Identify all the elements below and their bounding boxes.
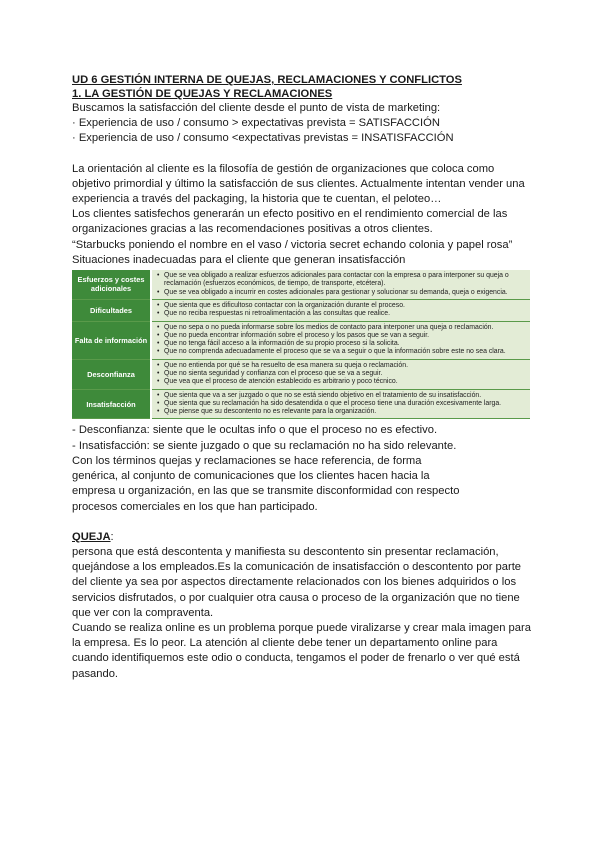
row-label: Dificultades bbox=[72, 299, 151, 321]
document-title: UD 6 GESTIÓN INTERNA DE QUEJAS, RECLAMACIONES Y CONFLICTOS bbox=[72, 74, 462, 86]
list-item: • Que sienta que su reclamación ha sido desatendida o que el proceso tiene una duración excesivamente larga. bbox=[156, 400, 526, 408]
text-line: - Desconfianza: siente que le ocultas info o que el proceso no es efectivo. bbox=[72, 424, 438, 437]
table-row bbox=[72, 321, 530, 359]
row-content bbox=[151, 299, 530, 321]
paragraph-definitions bbox=[72, 423, 532, 514]
row-label: Insatisfacción bbox=[72, 389, 151, 419]
row-label: Falta de información bbox=[72, 321, 151, 359]
list-item: • Que no pueda encontrar información sobre el proceso y los pasos que se van a seguir. bbox=[156, 332, 526, 340]
table-row bbox=[72, 389, 530, 419]
satisfaction-line: · Experiencia de uso / consumo > expectativas prevista = SATISFACCIÓN bbox=[72, 117, 440, 130]
row-content bbox=[151, 389, 530, 419]
dissatisfaction-table bbox=[72, 270, 530, 419]
table-row bbox=[72, 299, 530, 321]
text-line: empresa u organización, en las que se transmite disconformidad con respecto bbox=[72, 485, 460, 498]
text-line: pasando. bbox=[72, 667, 119, 680]
queja-heading-line bbox=[72, 530, 532, 545]
queja-heading: QUEJA bbox=[72, 530, 111, 543]
text-line: persona que está descontenta y manifiesta su descontento sin presentar reclamación, bbox=[72, 545, 499, 558]
text-line: “Starbucks poniendo el nombre en el vaso / victoria secret echando colonia y papel rosa” bbox=[72, 238, 513, 251]
row-content bbox=[151, 359, 530, 389]
text-line: que ver con la compraventa. bbox=[72, 606, 214, 619]
text-line: Situaciones inadecuadas para el cliente que generan insatisfacción bbox=[72, 253, 406, 266]
text-line: Cuando se realiza online es un problema porque puede viralizarse y crear mala imagen para bbox=[72, 621, 531, 634]
list-item: • Que vea que el proceso de atención establecido es arbitrario y poco técnico. bbox=[156, 378, 526, 386]
document-page bbox=[72, 73, 532, 682]
row-label: Desconfianza bbox=[72, 359, 151, 389]
row-label: Esfuerzos y costes adicionales bbox=[72, 270, 151, 299]
intro-text: Buscamos la satisfacción del cliente desde el punto de vista de marketing: bbox=[72, 102, 441, 114]
list-item: • Que no sienta seguridad y confianza con el proceso que se va a seguir. bbox=[156, 370, 526, 378]
list-item: • Que no entienda por qué se ha resuelto de esa manera su queja o reclamación. bbox=[156, 362, 526, 370]
paragraph-queja bbox=[72, 545, 532, 682]
table-row bbox=[72, 359, 530, 389]
list-item: • Que no sepa o no pueda informarse sobre los medios de contacto para interponer una queja o reclamación. bbox=[156, 324, 526, 332]
text-line: cuando identifiquemos este odio o conducta, tengamos el poder de frenarlo o ver qué está bbox=[72, 652, 520, 665]
spacer bbox=[72, 147, 532, 162]
text-line: objetivo primordial y último la satisfacción de sus clientes. Actualmente intentan vender una bbox=[72, 177, 525, 190]
spacer bbox=[72, 515, 532, 530]
row-content bbox=[151, 270, 530, 299]
dissatisfaction-line: · Experiencia de uso / consumo <expectativas previstas = INSATISFACCIÓN bbox=[72, 132, 454, 145]
queja-colon: : bbox=[110, 530, 114, 543]
list-item: • Que sienta que va a ser juzgado o que no se está siendo objetivo en el tratamiento de su insatisfacción. bbox=[156, 392, 526, 400]
list-item: • Que no comprenda adecuadamente el proceso que se va a seguir o que la información sobre este no sea clara. bbox=[156, 348, 526, 356]
text-line: Los clientes satisfechos generarán un efecto positivo en el rendimiento comercial de las bbox=[72, 208, 508, 221]
list-item: • Que piense que su descontento no es relevante para la organización. bbox=[156, 408, 526, 416]
list-item: • Que no tenga fácil acceso a la información de su propio proceso si la solicita. bbox=[156, 340, 526, 348]
text-line: genérica, al conjunto de comunicaciones que los clientes hacen hacia la bbox=[72, 470, 430, 483]
list-item: • Que se vea obligado a incurrir en costes adicionales para gestionar y solucionar su demanda, queja o exigencia. bbox=[156, 289, 526, 297]
text-line: - Insatisfacción: se siente juzgado o que su reclamación no ha sido relevante. bbox=[72, 439, 457, 452]
text-line: Con los términos quejas y reclamaciones se hace referencia, de forma bbox=[72, 454, 422, 467]
text-line: La orientación al cliente es la filosofía de gestión de organizaciones que coloca como bbox=[72, 162, 495, 175]
list-item: • Que sienta que es dificultoso contactar con la organización durante el proceso. bbox=[156, 302, 526, 310]
text-line: quejándose a los empleados.Es la comunicación de insatisfacción o descontento por parte bbox=[72, 561, 522, 574]
text-line: organizaciones gracias a las recomendaciones positivas a otros clientes. bbox=[72, 223, 433, 236]
text-line: servicios disfrutados, o por cualquier otra causa o proceso de la organización que no tiene bbox=[72, 591, 520, 604]
section-heading: 1. LA GESTIÓN DE QUEJAS Y RECLAMACIONES bbox=[72, 88, 333, 100]
text-line: la empresa. Es lo peor. La atención al cliente debe tener un departamento online para bbox=[72, 637, 498, 650]
row-content bbox=[151, 321, 530, 359]
list-item: • Que se vea obligado a realizar esfuerzos adicionales para contactar con la empresa o para interponer su queja o reclamación (esfuerzos económicos, de tiempo, de transporte, etcétera). bbox=[156, 272, 526, 289]
paragraph-orientation bbox=[72, 162, 532, 268]
text-line: experiencia a través del packaging, la historia que te cuentan, el peloteo… bbox=[72, 193, 442, 206]
text-line: procesos comerciales en los que han participado. bbox=[72, 500, 318, 513]
table-row bbox=[72, 270, 530, 299]
text-line: del cliente ya sea por aspectos directamente relacionados con los bienes adquiridos o los bbox=[72, 576, 517, 589]
list-item: • Que no reciba respuestas ni retroalimentación a las consultas que realice. bbox=[156, 310, 526, 318]
